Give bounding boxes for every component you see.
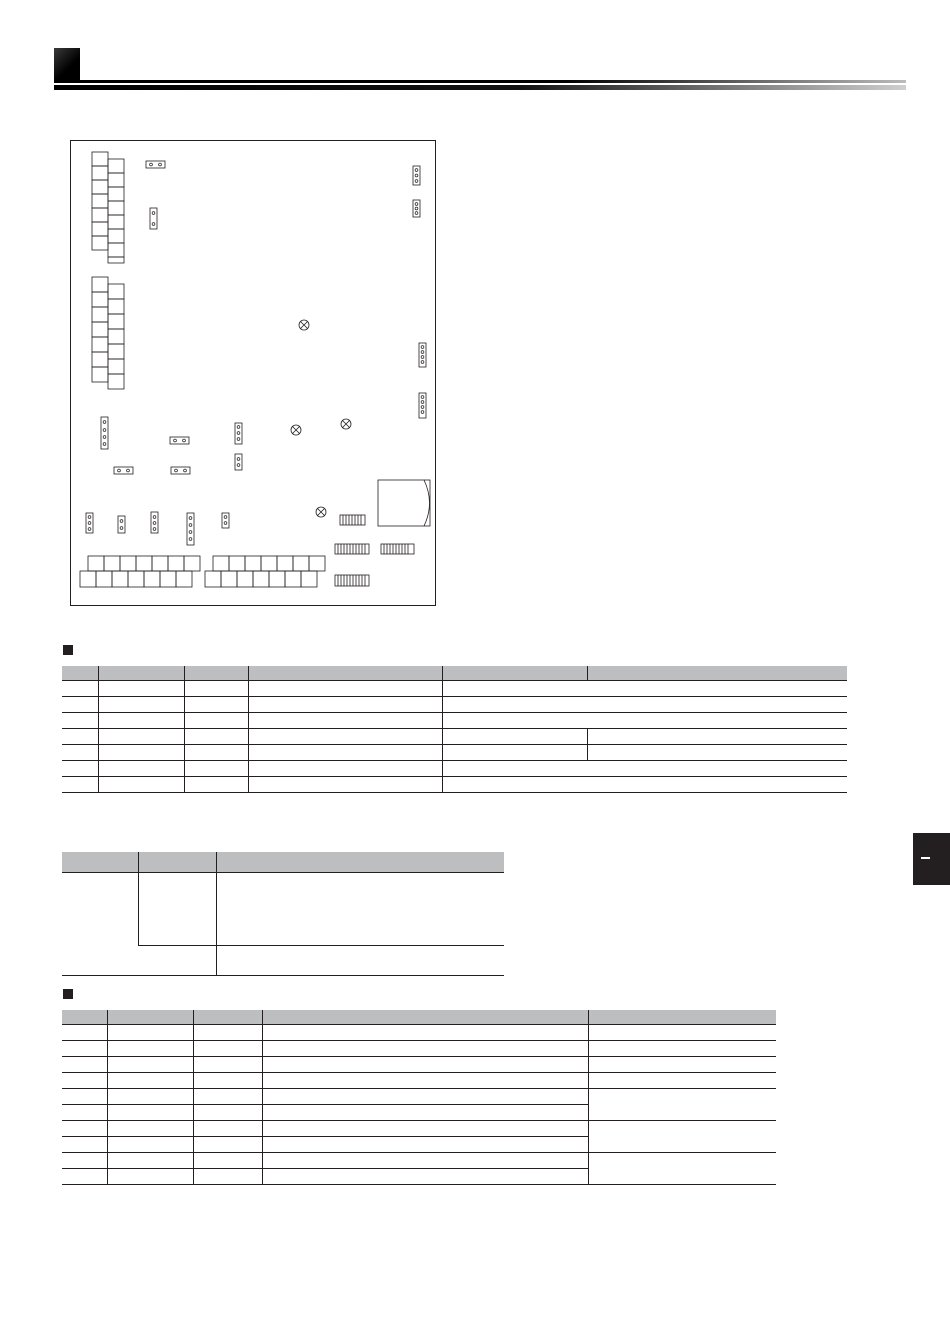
- table-row: [62, 1121, 776, 1137]
- table-row: [62, 713, 847, 729]
- table-row: [62, 697, 847, 713]
- header-rule-top: [54, 80, 906, 83]
- tm-col-3: [216, 852, 504, 872]
- table-row: [62, 1153, 776, 1169]
- table-row: [62, 1041, 776, 1057]
- table-mid: [62, 852, 504, 976]
- t2-col-5: [588, 1010, 776, 1025]
- tm-col-1: [62, 852, 138, 872]
- table-row: [62, 1073, 776, 1089]
- section-2-marker: [63, 989, 73, 999]
- t1-col-2: [98, 666, 184, 681]
- table-1-header: [62, 666, 847, 681]
- section-header-block: [54, 48, 80, 80]
- table-row: [62, 777, 847, 793]
- header-rule-bottom: [54, 85, 906, 90]
- t1-col-6: [587, 666, 847, 681]
- table-row: [62, 872, 504, 945]
- section-1-marker: [63, 645, 73, 655]
- t1-col-3: [184, 666, 248, 681]
- t1-col-1: [62, 666, 98, 681]
- table-row: [62, 1089, 776, 1105]
- table-2-header: [62, 1010, 776, 1025]
- table-mid-header: [62, 852, 504, 872]
- table-row: [62, 681, 847, 697]
- t1-col-5: [442, 666, 587, 681]
- t2-col-4: [262, 1010, 588, 1025]
- board-layout-svg: [71, 141, 437, 607]
- t2-col-2: [107, 1010, 193, 1025]
- chapter-tab: [913, 833, 950, 885]
- table-row: [62, 729, 847, 745]
- chapter-tab-label: [921, 857, 930, 859]
- tm-col-2: [138, 852, 216, 872]
- board-diagram: [70, 140, 436, 606]
- t2-col-1: [62, 1010, 107, 1025]
- t1-col-4: [248, 666, 442, 681]
- table-1: [62, 666, 847, 793]
- table-row: [62, 1025, 776, 1041]
- table-2: [62, 1010, 776, 1185]
- table-row: [62, 745, 847, 761]
- t2-col-3: [193, 1010, 262, 1025]
- table-row: [62, 761, 847, 777]
- table-row: [62, 1057, 776, 1073]
